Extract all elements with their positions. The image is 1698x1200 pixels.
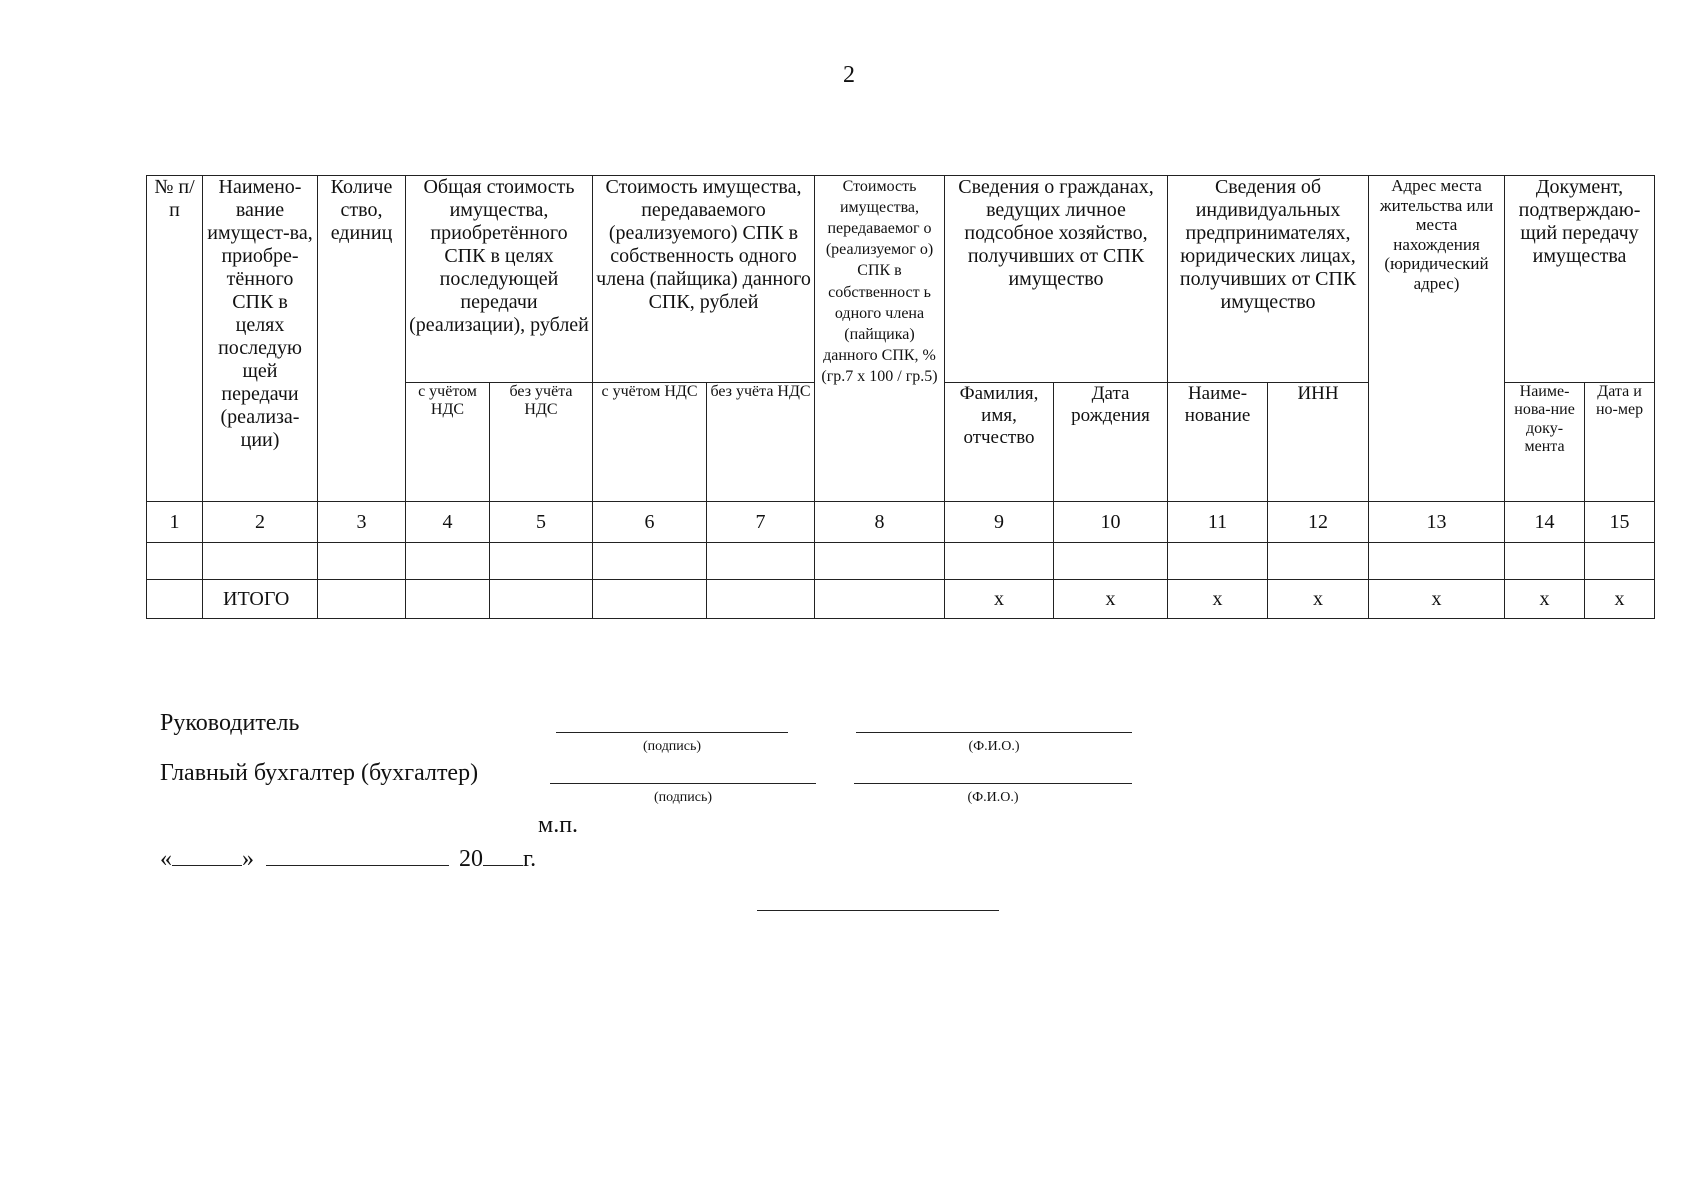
- date-year-blank[interactable]: [483, 843, 523, 866]
- table-cell[interactable]: [1505, 543, 1585, 580]
- date-month-blank[interactable]: [266, 843, 449, 866]
- header-transfer-document: Документ, подтверждаю-щий передачу имущества: [1505, 176, 1655, 383]
- column-numbers-row: [147, 502, 1655, 543]
- total-cell-empty[interactable]: [318, 580, 406, 619]
- column-number: 9: [945, 502, 1054, 543]
- column-number: 3: [318, 502, 406, 543]
- table-cell[interactable]: [815, 543, 945, 580]
- chief-accountant-label: Главный бухгалтер (бухгалтер): [160, 760, 479, 786]
- empty-data-row: [147, 543, 1655, 580]
- header-total-with-vat: с учётом НДС: [406, 383, 490, 502]
- table-cell[interactable]: [1585, 543, 1655, 580]
- header-birth-date: Дата рождения: [1054, 383, 1168, 502]
- chief-accountant-fio-caption: (Ф.И.О.): [967, 790, 1019, 805]
- header-citizens-info: Сведения о гражданах, ведущих личное подсобное хозяйство, получивших от СПК имущество: [945, 176, 1168, 383]
- header-full-name: Фамилия, имя, отчество: [945, 383, 1054, 502]
- table-cell[interactable]: [945, 543, 1054, 580]
- header-row-number: № п/п: [147, 176, 203, 502]
- table-cell[interactable]: [406, 543, 490, 580]
- head-label: Руководитель: [160, 710, 300, 736]
- property-transfer-table: [146, 175, 1655, 619]
- column-number: 5: [490, 502, 593, 543]
- column-number: 10: [1054, 502, 1168, 543]
- total-mark: х: [945, 580, 1054, 619]
- column-number: 2: [203, 502, 318, 543]
- header-cost-percent: Стоимость имущества, передаваемог о (реализуемог о) СПК в собственност ь одного члена (пайщика) данного СПК, % (гр.7 х 100 / гр.5): [815, 176, 945, 502]
- header-document-name: Наиме-нова-ние доку-мента: [1505, 383, 1585, 502]
- header-total-cost: Общая стоимость имущества, приобретённого СПК в целях последующей передачи (реализации), рублей: [406, 176, 593, 383]
- table-cell[interactable]: [593, 543, 707, 580]
- chief-accountant-signature-caption: (подпись): [653, 790, 713, 805]
- table-cell[interactable]: [1268, 543, 1369, 580]
- total-cell-empty: [147, 580, 203, 619]
- date-row: [160, 843, 536, 873]
- column-number: 12: [1268, 502, 1369, 543]
- total-mark: х: [1369, 580, 1505, 619]
- table-cell[interactable]: [490, 543, 593, 580]
- header-entity-name: Наиме-нование: [1168, 383, 1268, 502]
- column-number: 11: [1168, 502, 1268, 543]
- date-year-suffix: г.: [523, 846, 537, 872]
- footer-separator-line: [757, 910, 999, 911]
- header-member-with-vat: с учётом НДС: [593, 383, 707, 502]
- total-mark: х: [1505, 580, 1585, 619]
- head-fio-caption: (Ф.И.О.): [968, 739, 1020, 754]
- header-member-without-vat: без учёта НДС: [707, 383, 815, 502]
- date-open-quote: «: [160, 846, 172, 872]
- header-total-without-vat: без учёта НДС: [490, 383, 593, 502]
- column-number: 14: [1505, 502, 1585, 543]
- total-cell-empty[interactable]: [707, 580, 815, 619]
- seal-mark: м.п.: [538, 812, 579, 838]
- chief-accountant-signature-line[interactable]: [550, 783, 816, 784]
- column-number: 8: [815, 502, 945, 543]
- total-mark: х: [1585, 580, 1655, 619]
- head-fio-line[interactable]: [856, 732, 1132, 733]
- total-mark: х: [1054, 580, 1168, 619]
- head-signature-caption: (подпись): [642, 739, 702, 754]
- column-number: 6: [593, 502, 707, 543]
- table-cell[interactable]: [1168, 543, 1268, 580]
- column-number: 15: [1585, 502, 1655, 543]
- total-mark: х: [1268, 580, 1369, 619]
- table-cell[interactable]: [707, 543, 815, 580]
- header-inn: ИНН: [1268, 383, 1369, 502]
- header-entrepreneurs-info: Сведения об индивидуальных предпринимателях, юридических лицах, получивших от СПК имущество: [1168, 176, 1369, 383]
- column-number: 13: [1369, 502, 1505, 543]
- date-close-quote: »: [242, 846, 254, 872]
- chief-accountant-fio-line[interactable]: [854, 783, 1132, 784]
- column-number: 1: [147, 502, 203, 543]
- header-address: Адрес места жительства или места нахождения (юридический адрес): [1369, 176, 1505, 502]
- column-number: 4: [406, 502, 490, 543]
- table-cell[interactable]: [147, 543, 203, 580]
- total-cell-empty[interactable]: [406, 580, 490, 619]
- total-mark: х: [1168, 580, 1268, 619]
- table-cell[interactable]: [203, 543, 318, 580]
- table-cell[interactable]: [1054, 543, 1168, 580]
- total-label: ИТОГО: [203, 580, 318, 619]
- header-row-main: [147, 176, 1655, 383]
- date-day-blank[interactable]: [172, 843, 242, 866]
- page-number: 2: [843, 62, 855, 88]
- total-cell-empty[interactable]: [490, 580, 593, 619]
- total-cell-empty[interactable]: [815, 580, 945, 619]
- date-year-prefix: 20: [459, 846, 483, 872]
- header-member-cost: Стоимость имущества, передаваемого (реализуемого) СПК в собственность одного члена (пайщика) данного СПК, рублей: [593, 176, 815, 383]
- total-cell-empty[interactable]: [593, 580, 707, 619]
- column-number: 7: [707, 502, 815, 543]
- total-row: [147, 580, 1655, 619]
- table-cell[interactable]: [1369, 543, 1505, 580]
- header-quantity: Количе ство, единиц: [318, 176, 406, 502]
- header-document-date-number: Дата и но-мер: [1585, 383, 1655, 502]
- head-signature-line[interactable]: [556, 732, 788, 733]
- header-property-name: Наимено-вание имущест-ва, приобре-тённого СПК в целях последую щей передачи (реализа-ции): [203, 176, 318, 502]
- table-cell[interactable]: [318, 543, 406, 580]
